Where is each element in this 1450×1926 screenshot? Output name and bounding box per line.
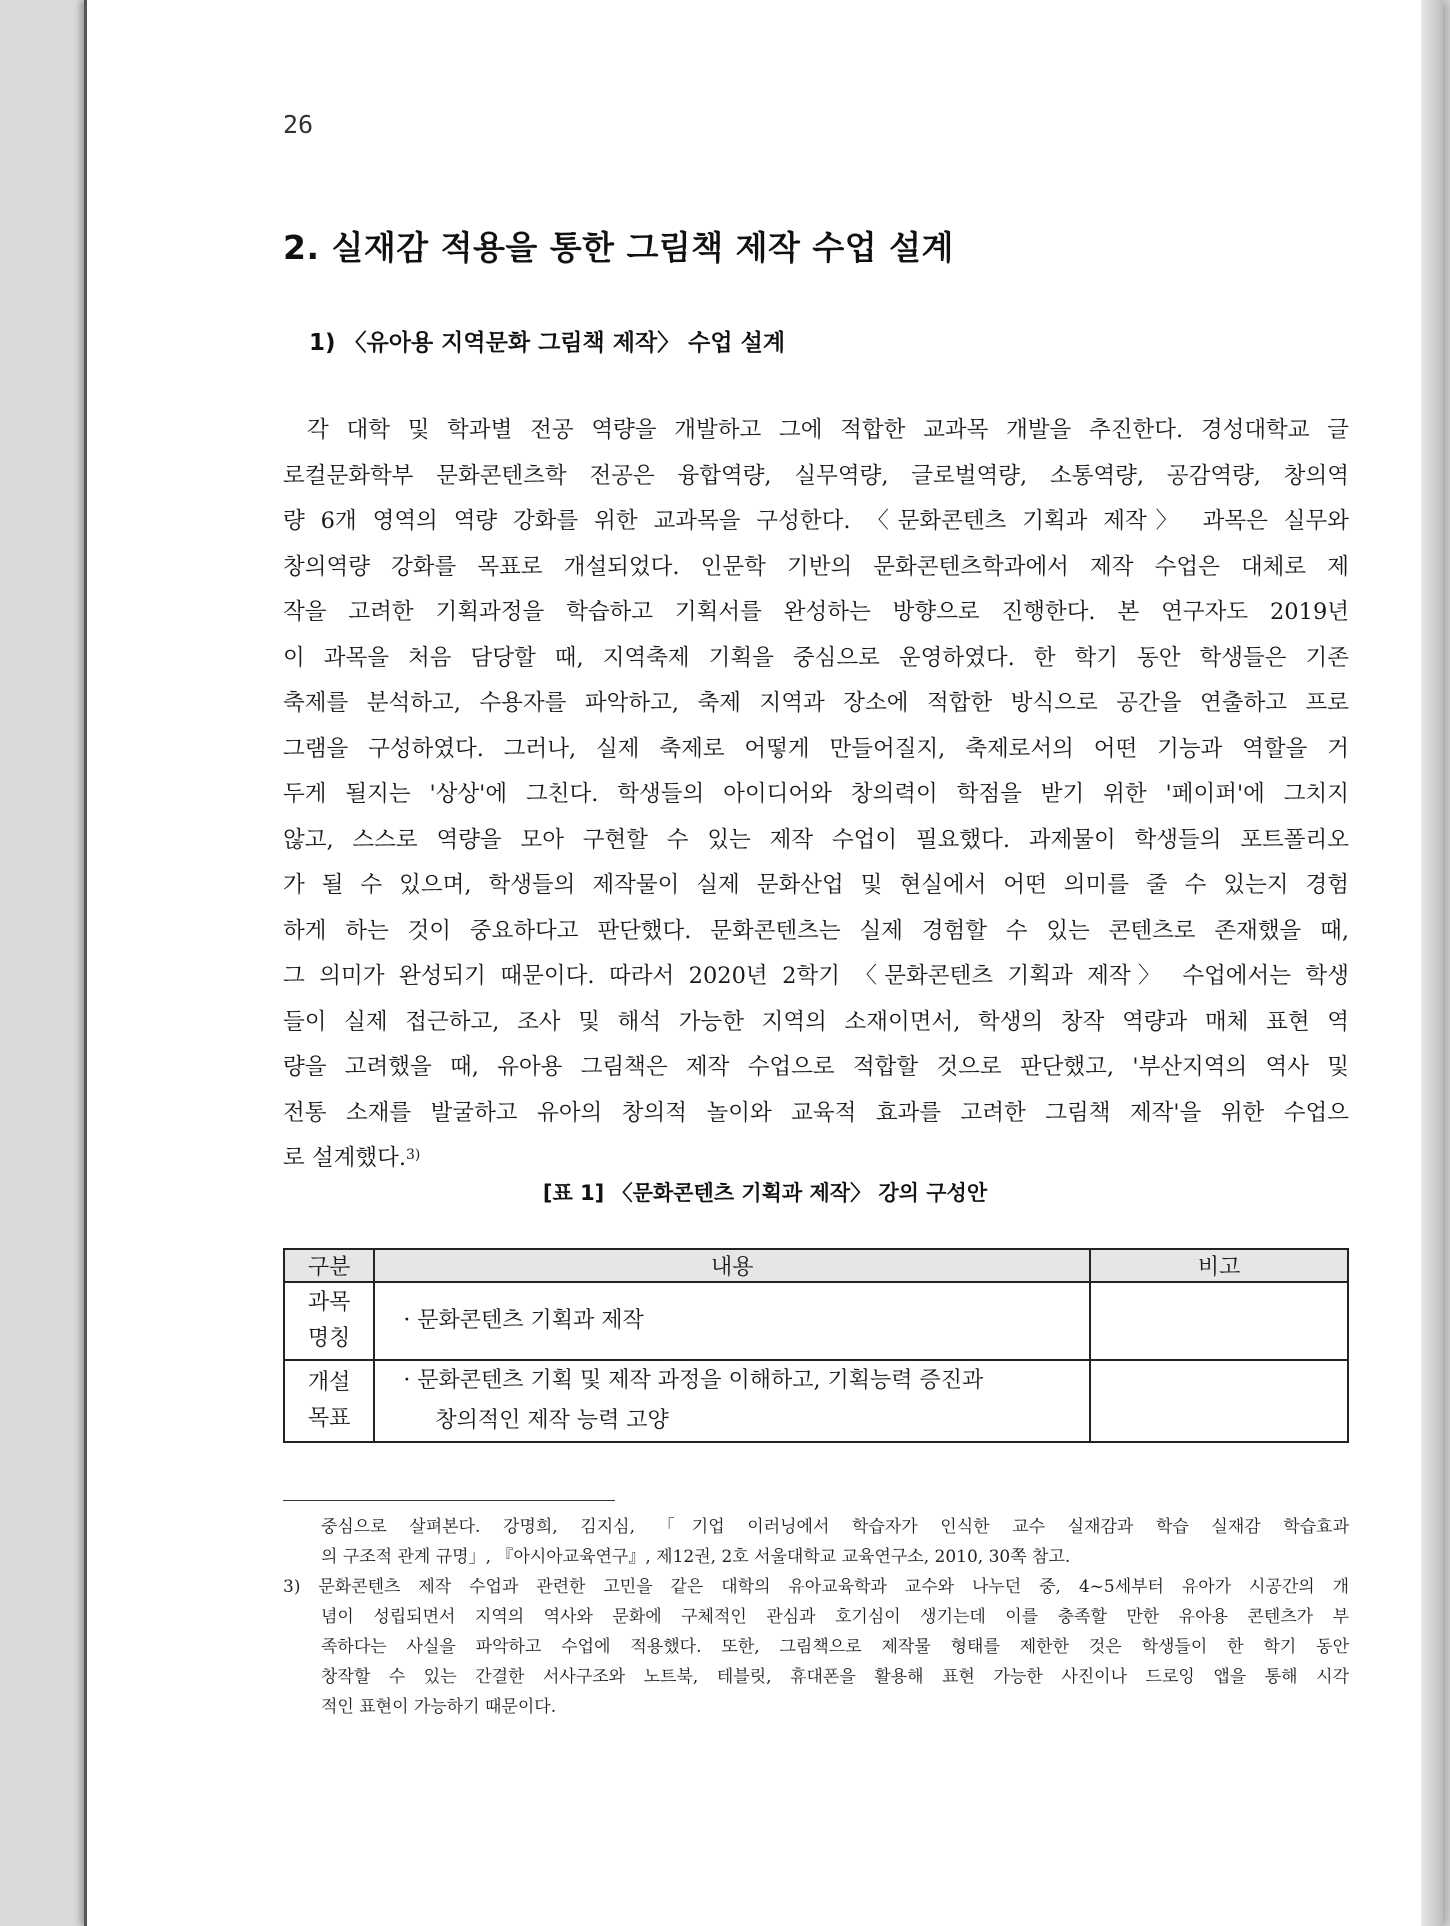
footnote-divider — [283, 1500, 615, 1501]
body-line: 량을 고려했을 때, 유아용 그림책은 제작 수업으로 적합할 것으로 판단했고, '부산지역의 역사 및 — [283, 1054, 1349, 1080]
body-line: 하게 하는 것이 중요하다고 판단했다. 문화콘텐츠는 실제 경험할 수 있는 콘텐츠로 존재했을 때, — [283, 917, 1349, 944]
body-line: 들이 실제 접근하고, 조사 및 해석 가능한 지역의 소재이면서, 학생의 창작 역량과 매체 표현 역 — [283, 1008, 1349, 1035]
section-title: 2. 실재감 적용을 통한 그림책 제작 수업 설계 — [283, 228, 954, 267]
table-cell-label — [284, 1360, 374, 1442]
footnote-line: 창작할 수 있는 간결한 서사구조와 노트북, 테블릿, 휴대폰을 활용해 표현 가능한 사진이나 드로잉 앱을 통해 시각 — [321, 1667, 1349, 1687]
body-line: 그램을 구성하였다. 그러나, 실제 축제로 어떻게 만들어질지, 축제로서의 어떤 기능과 역할을 거 — [283, 735, 1349, 762]
table-caption: [표 1] 〈문화콘텐츠 기획과 제작〉 강의 구성안 — [542, 1181, 988, 1205]
page-edge-shadow — [1421, 0, 1443, 1926]
body-line: 량 6개 영역의 역량 강화를 위한 교과목을 구성한다. 〈문화콘텐츠 기획과 제작〉 과목은 실무와 — [283, 508, 1349, 534]
page-number: 26 — [283, 110, 314, 139]
footnote-line: 념이 성립되면서 지역의 역사와 문화에 구체적인 관심과 호기심이 생기는데 이를 충족할 만한 유아용 콘텐츠가 부 — [321, 1607, 1349, 1627]
footnotes — [283, 1512, 1349, 1722]
table-cell-note — [1090, 1360, 1348, 1442]
body-line: 않고, 스스로 역량을 모아 구현할 수 있는 제작 수업이 필요했다. 과제물이 학생들의 포트폴리오 — [283, 826, 1349, 853]
body-line: 축제를 분석하고, 수용자를 파악하고, 축제 지역과 장소에 적합한 방식으로 공간을 연출하고 프로 — [283, 690, 1349, 716]
footnote-line: 3) 문화콘텐츠 제작 수업과 관련한 고민을 같은 대학의 유아교육학과 교수와 나누던 중, 4~5세부터 유아가 시공간의 개 — [283, 1577, 1349, 1597]
table-cell-content — [374, 1360, 1090, 1442]
table-row — [284, 1360, 1348, 1442]
table-cell-note — [1090, 1282, 1348, 1360]
body-line: 그 의미가 완성되기 때문이다. 따라서 2020년 2학기 〈문화콘텐츠 기획과 제작〉 수업에서는 학생 — [283, 963, 1349, 989]
content-line: · 문화콘텐츠 기획과 제작 — [403, 1308, 644, 1333]
body-line: 각 대학 및 학과별 전공 역량을 개발하고 그에 적합한 교과목 개발을 추진한다. 경성대학교 글 — [307, 417, 1349, 443]
sub-section-title: 1) 〈유아용 지역문화 그림책 제작〉 수업 설계 — [309, 330, 786, 356]
footnote-line: 적인 표현이 가능하기 때문이다. — [321, 1697, 557, 1717]
table-header-note: 비고 — [1090, 1249, 1348, 1282]
label-line: 명칭 — [307, 1326, 351, 1351]
document-page — [84, 0, 1443, 1926]
table-header-content: 내용 — [374, 1249, 1090, 1282]
body-last-text: 로 설계했다. — [283, 1145, 406, 1171]
body-line: 창의역량 강화를 목표로 개설되었다. 인문학 기반의 문화콘텐츠학과에서 제작 수업은 대체로 제 — [283, 553, 1349, 580]
footnote-line: 중심으로 살펴본다. 강명희, 김지심, 「기업 이러닝에서 학습자가 인식한 교수 실재감과 학습 실재감 학습효과 — [321, 1517, 1349, 1537]
content-line: · 문화콘텐츠 기획 및 제작 과정을 이해하고, 기획능력 증진과 — [403, 1368, 984, 1393]
body-line: 두게 될지는 '상상'에 그친다. 학생들의 아이디어와 창의력이 학점을 받기 위한 '페이퍼'에 그치지 — [283, 781, 1349, 807]
content-line: 창의적인 제작 능력 고양 — [435, 1408, 669, 1433]
body-line: 가 될 수 있으며, 학생들의 제작물이 실제 문화산업 및 현실에서 어떤 의미를 줄 수 있는지 경험 — [283, 872, 1349, 898]
table-cell-content — [374, 1282, 1090, 1360]
table-row — [284, 1282, 1348, 1360]
course-structure-table — [283, 1248, 1349, 1443]
body-paragraph — [283, 408, 1349, 1182]
footnote-line: 족하다는 사실을 파악하고 수업에 적용했다. 또한, 그림책으로 제작물 형태를 제한한 것은 학생들이 한 학기 동안 — [321, 1637, 1349, 1657]
label-line: 개설 — [307, 1370, 351, 1395]
footnote-reference[interactable]: 3) — [405, 1147, 421, 1163]
body-line-last — [283, 1136, 1349, 1182]
body-line: 전통 소재를 발굴하고 유아의 창의적 놀이와 교육적 효과를 고려한 그림책 제작'을 위한 수업으 — [283, 1099, 1349, 1126]
label-line: 목표 — [307, 1406, 351, 1431]
table-cell-label — [284, 1282, 374, 1360]
body-line: 로컬문화학부 문화콘텐츠학 전공은 융합역량, 실무역량, 글로벌역량, 소통역량, 공감역량, 창의역 — [283, 462, 1349, 489]
table-header-row — [284, 1249, 1348, 1282]
body-line: 이 과목을 처음 담당할 때, 지역축제 기획을 중심으로 운영하였다. 한 학기 동안 학생들은 기존 — [283, 644, 1349, 671]
label-line: 과목 — [307, 1290, 351, 1315]
body-line: 작을 고려한 기획과정을 학습하고 기획서를 완성하는 방향으로 진행한다. 본 연구자도 2019년 — [283, 599, 1349, 625]
footnote-line: 의 구조적 관계 규명」, 『아시아교육연구』, 제12권, 2호 서울대학교 교육연구소, 2010, 30쪽 참고. — [321, 1547, 1071, 1567]
table-header-category: 구분 — [284, 1249, 374, 1282]
